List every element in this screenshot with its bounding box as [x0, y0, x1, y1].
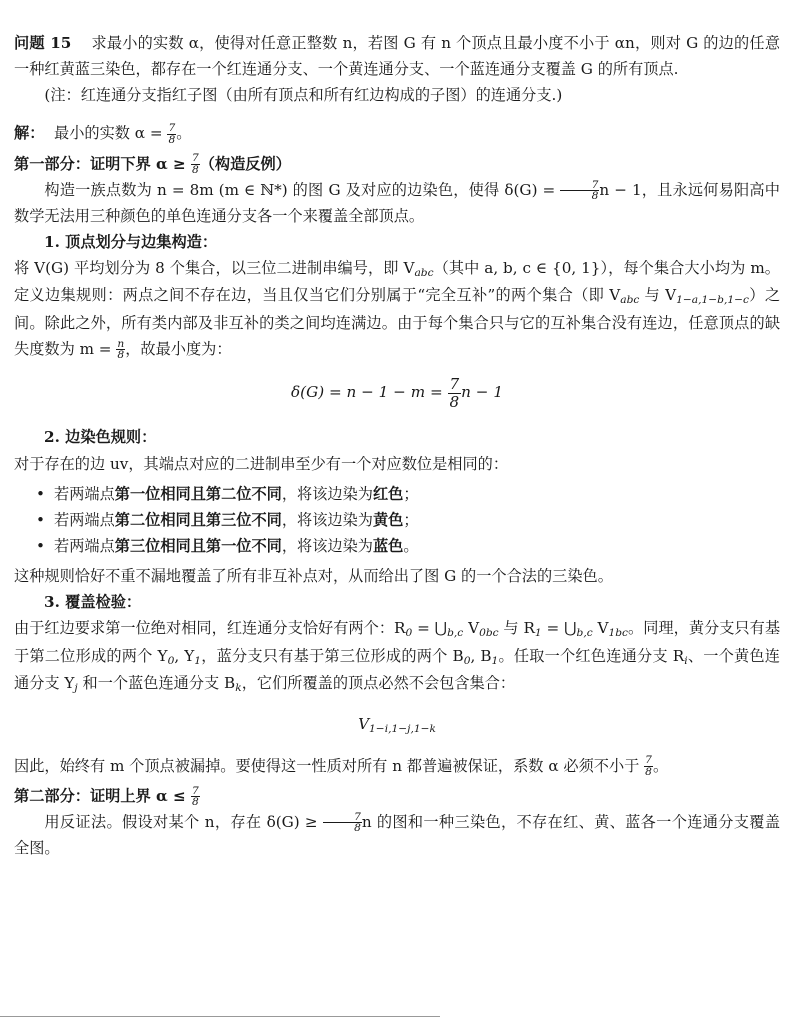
part2-heading: 第二部分：证明上界 α ≤ $\frac{7}{8}$ [14, 783, 199, 809]
display-equation-2: $V_{1-i,1-j,1-k}$ [358, 715, 436, 736]
solution-fraction: $\frac{7}{8}$ [168, 121, 176, 146]
solution-text: 最小的实数 α = [54, 124, 168, 143]
step2-conclusion: 这种规则恰好不重不漏地覆盖了所有非互补点对，从而给出了图 G 的一个合法的三染色。 [14, 567, 613, 586]
step3-conclusion: 因此，始终有 m 个顶点被漏掉。要使得这一性质对所有 n 都普遍被保证，系数 α 必须不小于 $\frac{7}{8}$ 。 [14, 753, 669, 779]
part1-heading: 第一部分：证明下界 α ≥ $\frac{7}{8}$ （构造反例） [14, 151, 291, 177]
list-item: • 若两端点第一位相同且第二位不同，将该边染为红色； [36, 484, 419, 503]
part1-intro: 构造一族点数为 n = 8m (m ∈ ℕ*) 的图 G 及对应的边染色，使得 δ(G) = $\frac{7}{8}$ n − 1，且永远何易阳高中数学无法用三种颜色的单色连通分支各一个来覆盖全部顶点。 [14, 177, 780, 225]
step2-title: 2. 边染色规则： [44, 428, 157, 447]
display-equation-1: δ(G) = n − 1 − m = $\frac{7}{8}$ n − 1 [291, 375, 503, 411]
problem-text: 求最小的实数 α，使得对任意正整数 n，若图 G 有 n 个顶点且最小度不小于 αn，则对 G 的边的任意一种红黄蓝三染色，都存在一个红连通分支、一个黄连通分支、一个蓝连通分支覆盖 G 的所有顶点. [14, 34, 781, 79]
coloring-rules-list [14, 481, 780, 559]
solution-line: 解： 最小的实数 α = $\frac{7}{8}$ 。 [14, 121, 192, 146]
problem-note: (注：红连通分支指红子图（由所有顶点和所有红边构成的子图）的连通分支.) [44, 86, 563, 105]
list-item: • 若两端点第三位相同且第一位不同，将该边染为蓝色。 [36, 537, 419, 555]
step3-title: 3. 覆盖检验： [44, 593, 142, 612]
step1-text: 将 V(G) 平均划分为 8 个集合，以三位二进制串编号，即 $V_{abc}$（其中 a, b, c ∈ {0, 1}），每个集合大小均为 m。定义边集规则：两点之间不存在边，当且仅当它们分别属于“完全互补”的两个集合（即 $V_{abc}$ 与 $V_{1-a,1-b,1-c}$）之间。除此之外，所有类内部及非互补的类之间均连满边。由于每个集合只与它的互补集合没有连边，任意顶点的缺失度数为 m = $\frac{n}{8}$ ，故最小度为： [14, 259, 781, 362]
document-page [14, 30, 780, 861]
list-item: • 若两端点第二位相同且第三位不同，将该边染为黄色； [36, 510, 419, 529]
step2-text: 对于存在的边 uv，其端点对应的二进制串至少有一个对应数位是相同的： [14, 454, 509, 473]
problem-statement [14, 30, 780, 82]
problem-label: 问题 15 [14, 34, 72, 52]
step3-text: 由于红边要求第一位绝对相同，红连通分支恰好有两个：$R_0$ = $⋃_{b,c}$ $V_{0bc}$ 与 $R_1$ = $⋃_{b,c}$ $V_{1bc}$。同理，黄分支只有基于第二位形成的两个 $Y_0$, $Y_1$，蓝分支只有基于第三位形成的两个 $B_0$, $B_1$。任取一个红色连通分支 $R_i$、一个黄色连通分支 $Y_j$ 和一个蓝色连通分支 $B_k$，它们所覆盖的顶点必然不会包含集合： [14, 619, 781, 695]
bottom-divider [0, 1016, 440, 1017]
step1-title: 1. 顶点划分与边集构造： [44, 232, 218, 251]
solution-label: 解： [14, 124, 45, 143]
part2-text: 用反证法。假设对某个 n，存在 δ(G) ≥ $\frac{7}{8}$ n 的图和一种三染色，不存在红、黄、蓝各一个连通分支覆盖全图。 [14, 809, 781, 858]
